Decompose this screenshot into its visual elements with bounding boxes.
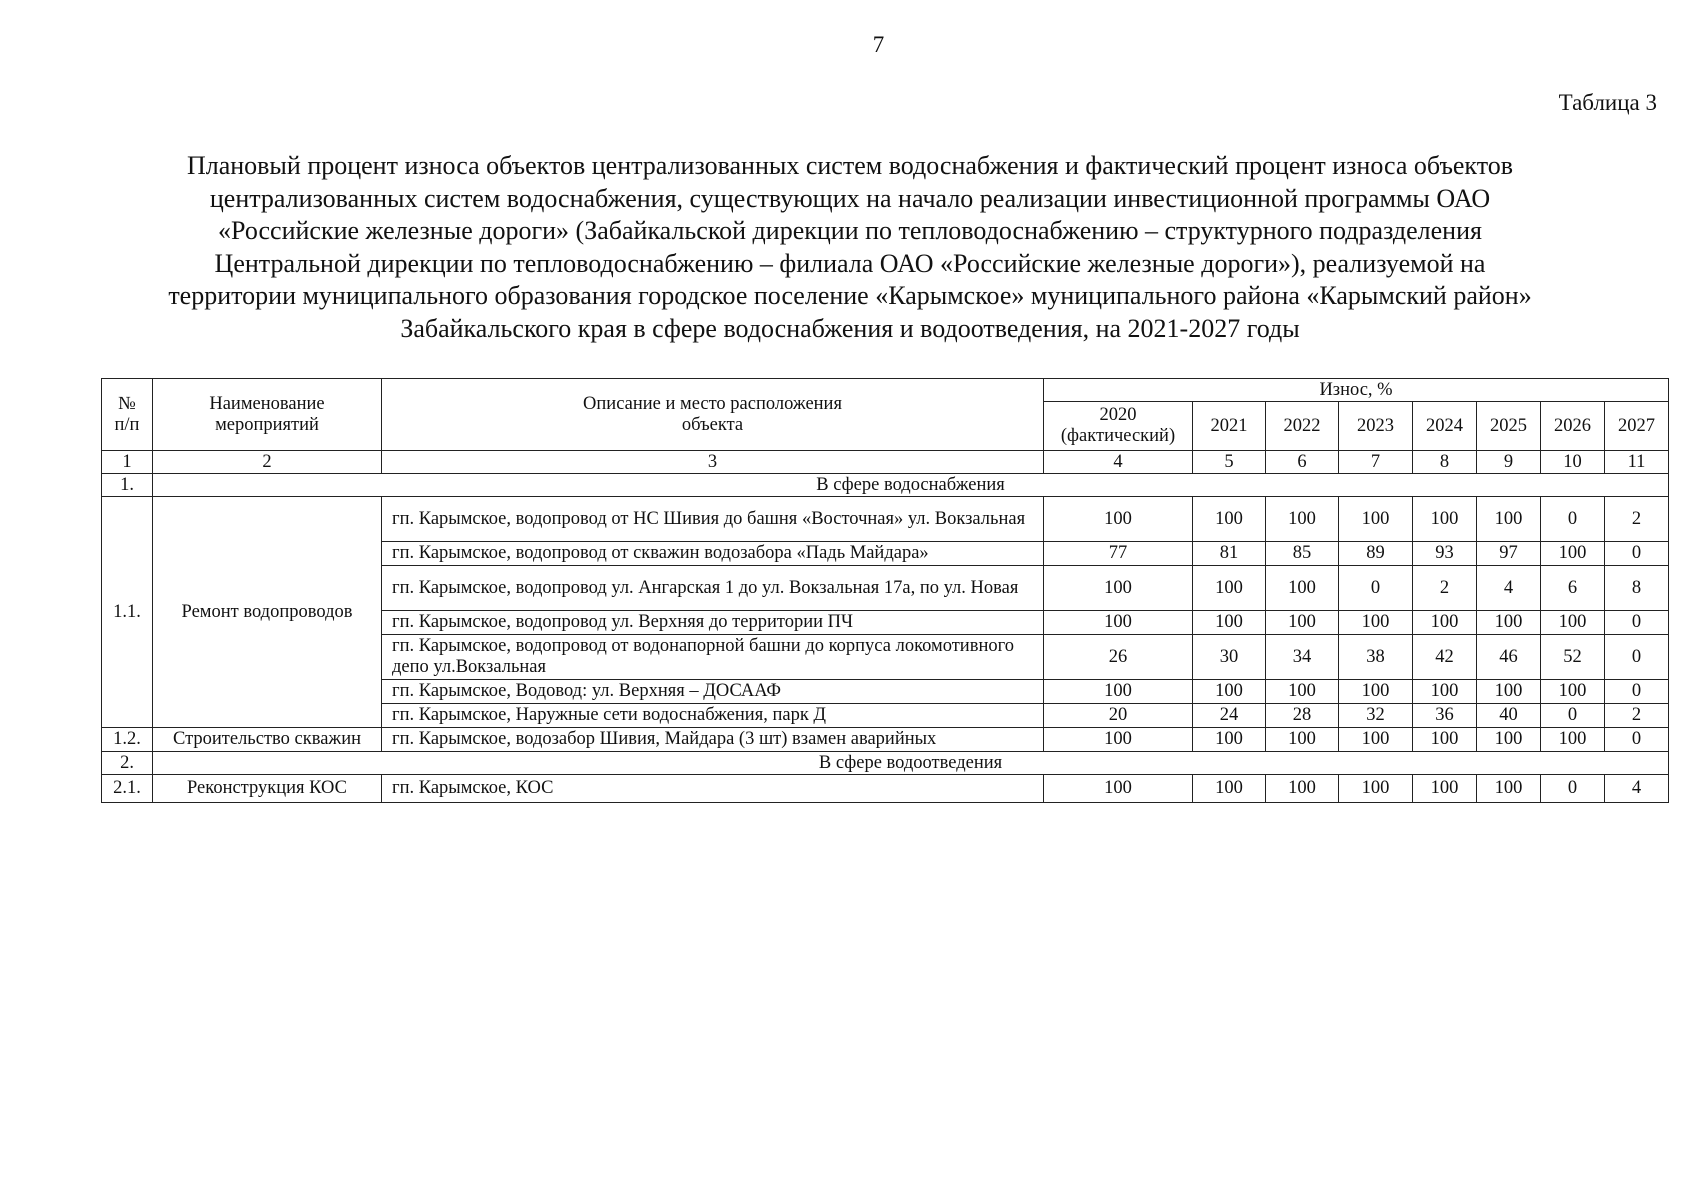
wear-value: 100 (1339, 775, 1413, 803)
wear-value: 100 (1339, 611, 1413, 635)
wear-value: 100 (1339, 497, 1413, 542)
header-year: 2020 (фактический) (1044, 402, 1193, 451)
wear-value: 30 (1193, 635, 1266, 680)
column-number: 10 (1541, 451, 1605, 474)
object-description: гп. Карымское, водопровод от скважин водозабора «Падь Майдара» (382, 542, 1044, 566)
column-number: 1 (102, 451, 153, 474)
section-row (102, 474, 1669, 497)
wear-value: 81 (1193, 542, 1266, 566)
wear-value: 0 (1605, 680, 1669, 704)
object-description: гп. Карымское, водопровод ул. Ангарская 1 до ул. Вокзальная 17а, по ул. Новая (382, 566, 1044, 611)
wear-value: 100 (1044, 680, 1193, 704)
wear-value: 100 (1541, 680, 1605, 704)
header-name: Наименование мероприятий (153, 379, 382, 451)
wear-value: 100 (1477, 728, 1541, 752)
heading-line: централизованных систем водоснабжения, существующих на начало реализации инвестиционной программы ОАО (209, 183, 1491, 213)
item-number: 1.2. (102, 728, 153, 752)
wear-value: 32 (1339, 704, 1413, 728)
header-row (102, 379, 1669, 402)
object-description: гп. Карымское, водопровод ул. Верхняя до территории ПЧ (382, 611, 1044, 635)
wear-value: 6 (1541, 566, 1605, 611)
wear-value: 100 (1477, 497, 1541, 542)
wear-value: 100 (1193, 775, 1266, 803)
column-number: 9 (1477, 451, 1541, 474)
wear-value: 0 (1541, 497, 1605, 542)
wear-value: 100 (1477, 775, 1541, 803)
wear-value: 100 (1339, 728, 1413, 752)
wear-value: 52 (1541, 635, 1605, 680)
table-row (102, 775, 1669, 803)
wear-value: 28 (1266, 704, 1339, 728)
header-year: 2023 (1339, 402, 1413, 451)
wear-value: 100 (1193, 611, 1266, 635)
wear-value: 0 (1541, 775, 1605, 803)
section-row (102, 752, 1669, 775)
wear-value: 100 (1193, 497, 1266, 542)
item-name: Ремонт водопроводов (153, 497, 382, 728)
header-year: 2025 (1477, 402, 1541, 451)
section-title: В сфере водоотведения (153, 752, 1669, 775)
column-number: 4 (1044, 451, 1193, 474)
heading-line: территории муниципального образования городское поселение «Карымское» муниципального района «Карымский район» (168, 281, 1532, 311)
wear-value: 42 (1413, 635, 1477, 680)
wear-value: 100 (1266, 611, 1339, 635)
wear-value: 100 (1044, 566, 1193, 611)
wear-value: 100 (1266, 775, 1339, 803)
wear-value: 36 (1413, 704, 1477, 728)
column-number: 5 (1193, 451, 1266, 474)
wear-value: 85 (1266, 542, 1339, 566)
item-name: Строительство скважин (153, 728, 382, 752)
item-number: 2.1. (102, 775, 153, 803)
table-label: Таблица 3 (1558, 90, 1657, 115)
column-number: 3 (382, 451, 1044, 474)
wear-value: 100 (1541, 542, 1605, 566)
header-year: 2027 (1605, 402, 1669, 451)
wear-value: 4 (1605, 775, 1669, 803)
wear-value: 2 (1605, 704, 1669, 728)
wear-value: 100 (1266, 680, 1339, 704)
table-row (102, 728, 1669, 752)
object-description: гп. Карымское, Водовод: ул. Верхняя – ДОСААФ (382, 680, 1044, 704)
object-description: гп. Карымское, Наружные сети водоснабжения, парк Д (382, 704, 1044, 728)
object-description: гп. Карымское, КОС (382, 775, 1044, 803)
wear-table (101, 378, 1669, 803)
item-name: Реконструкция КОС (153, 775, 382, 803)
wear-value: 100 (1193, 680, 1266, 704)
table-row (102, 497, 1669, 542)
column-number: 7 (1339, 451, 1413, 474)
wear-value: 8 (1605, 566, 1669, 611)
wear-value: 20 (1044, 704, 1193, 728)
wear-value: 0 (1605, 728, 1669, 752)
header-year: 2021 (1193, 402, 1266, 451)
wear-value: 26 (1044, 635, 1193, 680)
wear-value: 40 (1477, 704, 1541, 728)
wear-value: 0 (1339, 566, 1413, 611)
section-number: 2. (102, 752, 153, 775)
heading-line: «Российские железные дороги» (Забайкальской дирекции по тепловодоснабжению – структурного подразделения (218, 216, 1482, 246)
object-description: гп. Карымское, водопровод от водонапорной башни до корпуса локомотивного депо ул.Вокзальная (382, 635, 1044, 680)
header-description: Описание и место расположения объекта (382, 379, 1044, 451)
wear-value: 100 (1266, 497, 1339, 542)
wear-value: 100 (1339, 680, 1413, 704)
table-heading (90, 150, 1610, 346)
heading-line: Забайкальского края в сфере водоснабжения и водоотведения, на 2021-2027 годы (400, 313, 1300, 343)
wear-value: 97 (1477, 542, 1541, 566)
column-number: 8 (1413, 451, 1477, 474)
wear-value: 4 (1477, 566, 1541, 611)
wear-value: 100 (1477, 611, 1541, 635)
wear-value: 89 (1339, 542, 1413, 566)
wear-value: 0 (1605, 611, 1669, 635)
wear-value: 100 (1044, 775, 1193, 803)
header-num: № п/п (102, 379, 153, 451)
wear-value: 100 (1413, 775, 1477, 803)
wear-value: 100 (1193, 728, 1266, 752)
column-number: 6 (1266, 451, 1339, 474)
wear-value: 100 (1413, 680, 1477, 704)
column-numbers-row (102, 451, 1669, 474)
header-year: 2024 (1413, 402, 1477, 451)
wear-value: 100 (1266, 566, 1339, 611)
header-year: 2022 (1266, 402, 1339, 451)
wear-value: 34 (1266, 635, 1339, 680)
wear-value: 100 (1413, 611, 1477, 635)
object-description: гп. Карымское, водопровод от НС Шивия до башня «Восточная» ул. Вокзальная (382, 497, 1044, 542)
page-number: 7 (872, 32, 885, 57)
header-year: 2026 (1541, 402, 1605, 451)
wear-value: 77 (1044, 542, 1193, 566)
wear-value: 24 (1193, 704, 1266, 728)
wear-value: 100 (1044, 497, 1193, 542)
wear-value: 100 (1413, 497, 1477, 542)
wear-value: 0 (1605, 542, 1669, 566)
object-description: гп. Карымское, водозабор Шивия, Майдара (3 шт) взамен аварийных (382, 728, 1044, 752)
wear-value: 100 (1477, 680, 1541, 704)
item-number: 1.1. (102, 497, 153, 728)
heading-line: Плановый процент износа объектов централизованных систем водоснабжения и фактический процент износа объектов (186, 151, 1514, 180)
wear-value: 0 (1605, 635, 1669, 680)
wear-value: 100 (1044, 611, 1193, 635)
header-wear: Износ, % (1044, 379, 1669, 402)
section-title: В сфере водоснабжения (153, 474, 1669, 497)
wear-value: 38 (1339, 635, 1413, 680)
wear-value: 100 (1413, 728, 1477, 752)
wear-value: 100 (1044, 728, 1193, 752)
wear-value: 93 (1413, 542, 1477, 566)
wear-value: 100 (1266, 728, 1339, 752)
wear-value: 100 (1541, 611, 1605, 635)
heading-line: Центральной дирекции по тепловодоснабжению – филиала ОАО «Российские железные дороги»), реализуемой на (214, 248, 1486, 278)
wear-value: 2 (1413, 566, 1477, 611)
wear-value: 2 (1605, 497, 1669, 542)
column-number: 2 (153, 451, 382, 474)
column-number: 11 (1605, 451, 1669, 474)
wear-value: 0 (1541, 704, 1605, 728)
wear-value: 46 (1477, 635, 1541, 680)
table-body (102, 379, 1669, 803)
wear-value: 100 (1193, 566, 1266, 611)
wear-value: 100 (1541, 728, 1605, 752)
section-number: 1. (102, 474, 153, 497)
